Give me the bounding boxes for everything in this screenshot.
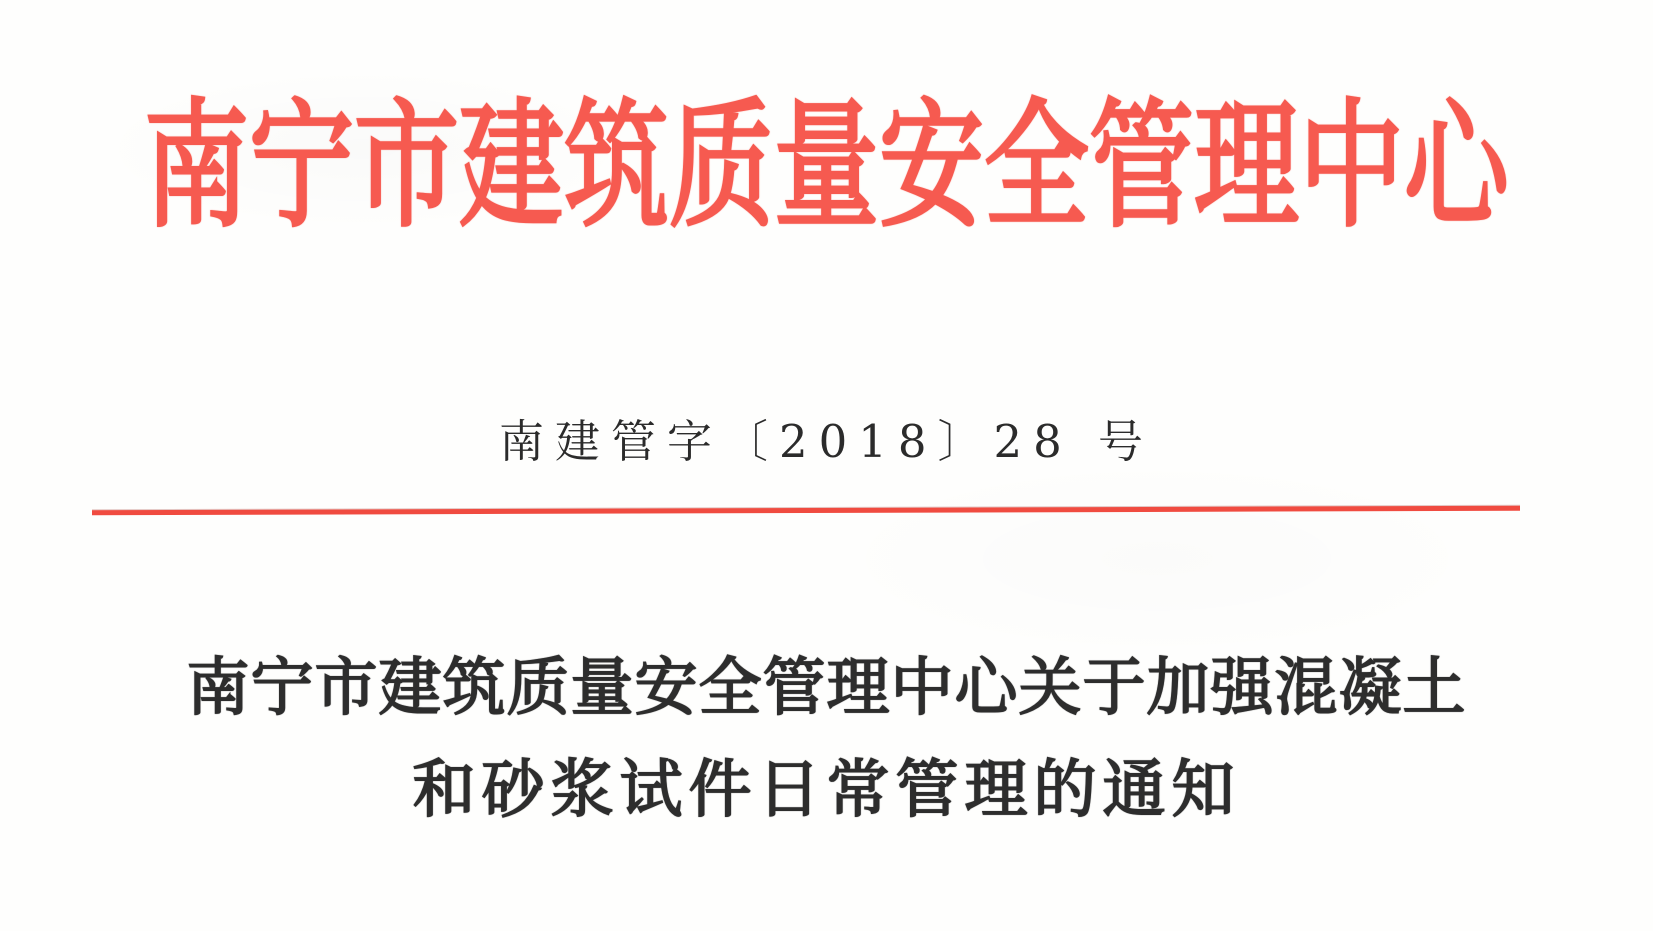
- org-name-header: 南宁市建筑质量安全管理中心: [143, 83, 1509, 247]
- notice-title-line-2: 和砂浆试件日常管理的通知: [412, 752, 1241, 826]
- red-divider-rule: [92, 506, 1520, 515]
- notice-title-line-1: 南宁市建筑质量安全管理中心关于加强混凝土: [186, 650, 1467, 724]
- document-number: 南建管字〔2018〕28 号: [498, 415, 1155, 468]
- notice-title: [0, 636, 1653, 840]
